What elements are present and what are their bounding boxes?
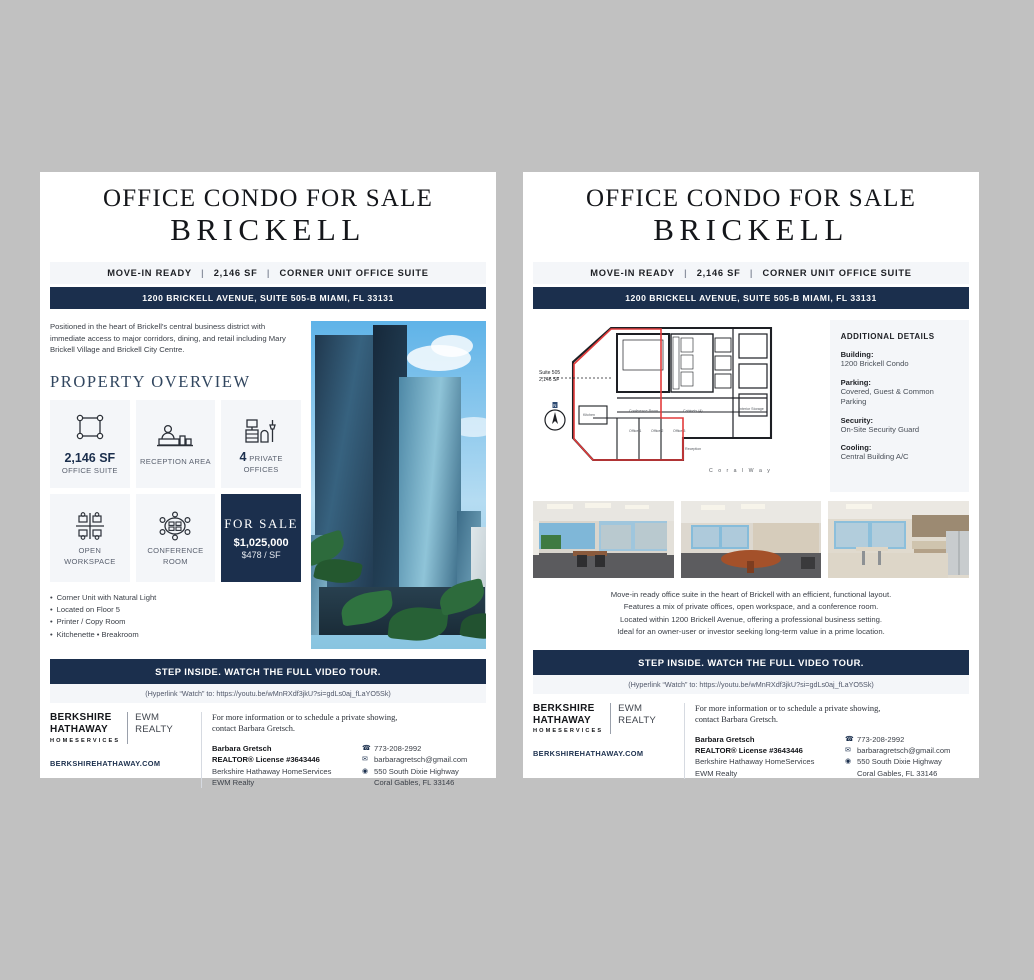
flyer-page-1: [40, 172, 496, 787]
open-workspace-icon: [73, 508, 107, 544]
logo-divider: [610, 703, 611, 735]
open-workspace-photo: [533, 501, 674, 578]
detail-field-parking: [841, 378, 958, 408]
address-line-1: 550 South Dixie Highway: [857, 757, 942, 767]
detail-field-cooling: [841, 443, 958, 463]
agent-details: [212, 743, 348, 789]
page1-footer: [40, 703, 496, 788]
map-pin-icon: ◉: [845, 758, 852, 766]
ewm-realty-wordmark: [135, 712, 173, 735]
subtitle-corner-unit: CORNER UNIT OFFICE SUITE: [279, 267, 429, 278]
envelope-icon: ✉: [362, 756, 368, 764]
agent-license: REALTOR® License #3643446: [695, 746, 803, 756]
contact-intro-line-1: For more information or to schedule a private showing,: [212, 712, 398, 722]
brand-wordmark: [533, 703, 603, 735]
address-line-1: 550 South Dixie Highway: [374, 766, 459, 776]
brand-block: [50, 712, 202, 788]
reception-desk-icon: [156, 419, 194, 455]
for-sale-price-tile: [221, 494, 301, 582]
agent-company-2: EWM Realty: [212, 777, 255, 787]
agent-details: [695, 734, 831, 780]
feature-tile-conference-room: [136, 494, 216, 582]
suite-callout-line1: Suite 505: [539, 369, 561, 376]
sale-price: $1,025,000: [233, 536, 289, 549]
subtitle-move-in-ready: MOVE-IN READY: [590, 267, 675, 278]
feature-tile-label: RECEPTION AREA: [140, 457, 211, 467]
brand-line-1: BERKSHIRE: [50, 711, 112, 723]
map-pin-icon: ◉: [362, 767, 369, 775]
description-line-1: Move-in ready office suite in the heart of Brickell with an efficient, functional layout.: [610, 589, 892, 599]
property-overview-heading: PROPERTY OVERVIEW: [50, 371, 251, 391]
email-row[interactable]: [362, 754, 467, 765]
subtitle-square-feet: 2,146 SF: [213, 267, 258, 278]
envelope-icon: ✉: [845, 747, 851, 755]
subtitle-square-feet: 2,146 SF: [696, 267, 741, 278]
detail-value: Central Building A/C: [840, 452, 909, 462]
brand-wordmark: [50, 712, 120, 744]
page2-address-bar: 1200 BRICKELL AVENUE, SUITE 505-B MIAMI, FL 33131: [533, 287, 969, 309]
floor-area-icon: [75, 410, 105, 446]
address-row: [362, 766, 467, 777]
svg-text:Kitchen: Kitchen: [583, 412, 595, 417]
video-tour-hyperlink-note[interactable]: (Hyperlink “Watch” to: https://youtu.be/wMnRXdf3jkU?si=gdLs0aj_fLaYO5Sk): [533, 675, 969, 694]
subtitle-separator-2: |: [266, 267, 271, 278]
email-address[interactable]: barbaragretsch@gmail.com: [374, 755, 468, 765]
description-line-2: Features a mix of private offices, open workspace, and a conference room.: [623, 602, 879, 612]
address-line-2: Coral Gables, FL 33146: [374, 777, 455, 787]
agent-name: Barbara Gretsch: [695, 734, 755, 744]
description-line-4: Ideal for an owner-user or investor seeking long-term value in a prime location.: [617, 627, 885, 637]
detail-key: Building:: [840, 349, 874, 359]
list-item: • Corner Unit with Natural Light: [50, 592, 301, 604]
svg-text:Office 3: Office 3: [673, 428, 686, 433]
property-intro-text: Positioned in the heart of Brickell's central business district with immediate access to major corridors, dining, and retail including Mary Brickell Village and Brickell City Centre.: [50, 321, 286, 355]
feature-tile-grid: [50, 400, 301, 582]
page2-subtitle-bar: [533, 262, 969, 284]
brand-line-3: HOMESERVICES: [50, 737, 121, 744]
subtitle-corner-unit: CORNER UNIT OFFICE SUITE: [762, 267, 912, 278]
street-label: C o r a l W a y: [709, 467, 772, 474]
ewm-line-2: REALTY: [618, 714, 656, 726]
feature-tile-label: OFFICE SUITE: [61, 466, 118, 476]
list-item: • Printer / Copy Room: [50, 616, 301, 628]
svg-text:Office 2: Office 2: [651, 428, 664, 433]
agent-company: Berkshire Hathaway HomeServices: [695, 757, 815, 767]
video-tour-hyperlink-note[interactable]: (Hyperlink “Watch” to: https://youtu.be/wMnRXdf3jkU?si=gdLs0aj_fLaYO5Sk): [50, 684, 486, 703]
detail-field-building: [841, 350, 958, 370]
list-item: • Located on Floor 5: [50, 604, 301, 616]
agent-name: Barbara Gretsch: [212, 743, 272, 753]
brand-website-link[interactable]: BERKSHIREHATHAWAY.COM: [50, 758, 161, 768]
detail-field-security: [841, 416, 958, 436]
feature-tile-label: OPEN WORKSPACE: [64, 546, 116, 566]
page1-left-column: [50, 321, 301, 649]
svg-text:Reception: Reception: [685, 446, 702, 451]
private-office-icon: [244, 413, 278, 449]
page1-address-bar: 1200 BRICKELL AVENUE, SUITE 505-B MIAMI, FL 33131: [50, 287, 486, 309]
feature-tile-label: [223, 449, 299, 475]
description-line-3: Located within 1200 Brickell Avenue, offering a professional business setting.: [619, 614, 883, 624]
suite-callout-line2: 2,146 SF: [539, 376, 560, 383]
contact-methods: [362, 743, 467, 789]
brand-line-3: HOMESERVICES: [533, 728, 604, 735]
feature-tile-label-text: PRIVATE OFFICES: [243, 453, 283, 474]
contact-intro-line-2: contact Barbara Gretsch.: [695, 715, 779, 725]
address-line-2: Coral Gables, FL 33146: [857, 768, 938, 778]
video-tour-bar[interactable]: STEP INSIDE. WATCH THE FULL VIDEO TOUR.: [533, 650, 969, 675]
for-sale-heading: FOR SALE: [224, 515, 299, 531]
subtitle-separator-2: |: [749, 267, 754, 278]
agent-license: REALTOR® License #3643446: [212, 755, 320, 765]
feature-tile-office-suite: [50, 400, 130, 488]
page-title-line2: BRICKELL: [653, 212, 849, 248]
detail-key: Security:: [840, 415, 874, 425]
brand-website-link[interactable]: BERKSHIREHATHAWAY.COM: [533, 749, 644, 759]
phone-number[interactable]: 773-208-2992: [857, 734, 905, 744]
brand-line-2: HATHAWAY: [50, 723, 108, 735]
svg-text:Cabinets (4): Cabinets (4): [683, 408, 703, 413]
subtitle-separator-1: |: [684, 267, 688, 278]
detail-value: On-Site Security Guard: [840, 424, 920, 434]
phone-number[interactable]: 773-208-2992: [374, 743, 422, 753]
contact-block: [695, 703, 969, 779]
subtitle-separator-1: |: [201, 267, 205, 278]
detail-key: Cooling:: [840, 443, 872, 453]
phone-row[interactable]: [845, 734, 950, 745]
floor-plan-diagram: [533, 320, 822, 492]
phone-row[interactable]: [362, 743, 467, 754]
svg-text:Conference Room: Conference Room: [629, 408, 659, 413]
ewm-line-1: EWM: [618, 702, 643, 714]
feature-tile-private-offices: [221, 400, 301, 488]
feature-tile-value: 4: [239, 449, 247, 464]
ewm-line-2: REALTY: [135, 723, 173, 735]
page-title-line1: OFFICE CONDO FOR SALE: [102, 185, 434, 212]
property-feature-bullets: [50, 592, 301, 641]
berkshire-hathaway-logo: [50, 712, 193, 744]
svg-text:N: N: [553, 402, 557, 408]
video-tour-bar[interactable]: STEP INSIDE. WATCH THE FULL VIDEO TOUR.: [50, 659, 486, 684]
flyer-page-2: [523, 172, 979, 778]
page2-footer: [523, 694, 979, 779]
phone-icon: ☎: [845, 735, 854, 743]
page1-subtitle-bar: [50, 262, 486, 284]
additional-details-heading: ADDITIONAL DETAILS: [840, 331, 935, 341]
svg-text:Interior Storage: Interior Storage: [739, 406, 764, 411]
brand-block: [533, 703, 685, 779]
feature-tile-reception-area: [136, 400, 216, 488]
page2-header: [523, 172, 979, 254]
page1-body: [40, 309, 496, 649]
agent-company: Berkshire Hathaway HomeServices: [212, 766, 332, 776]
page-title-line1: OFFICE CONDO FOR SALE: [585, 185, 917, 212]
compass-rose-icon: [545, 402, 565, 430]
kitchenette-photo: [828, 501, 969, 578]
list-item: • Kitchenette • Breakroom: [50, 629, 301, 641]
svg-text:Office 1: Office 1: [629, 428, 642, 433]
email-row[interactable]: [845, 745, 950, 756]
page-title-line2: BRICKELL: [170, 212, 366, 248]
berkshire-hathaway-logo: [533, 703, 676, 735]
contact-columns: [212, 743, 486, 789]
detail-value: Covered, Guest & Common Parking: [840, 386, 934, 407]
feature-tile-label: CONFERENCE ROOM: [147, 546, 204, 566]
contact-columns: [695, 734, 969, 780]
conference-room-photo: [681, 501, 822, 578]
detail-value: 1200 Brickell Condo: [840, 358, 909, 368]
feature-tile-open-workspace: [50, 494, 130, 582]
brand-line-1: BERKSHIRE: [533, 702, 595, 714]
address-row: [845, 756, 950, 767]
logo-divider: [127, 712, 128, 744]
page1-header: [40, 172, 496, 254]
agent-company-2: EWM Realty: [695, 768, 738, 778]
page2-body: [523, 309, 979, 492]
price-per-square-foot: $478 / SF: [241, 549, 281, 560]
phone-icon: ☎: [362, 744, 371, 752]
email-address[interactable]: barbaragretsch@gmail.com: [857, 746, 951, 756]
building-exterior-photo: [311, 321, 486, 649]
subtitle-move-in-ready: MOVE-IN READY: [107, 267, 192, 278]
contact-block: [212, 712, 486, 788]
additional-details-panel: [830, 320, 969, 492]
contact-intro-line-1: For more information or to schedule a private showing,: [695, 703, 881, 713]
page2-description: [523, 578, 979, 639]
ewm-realty-wordmark: [618, 703, 656, 726]
feature-tile-value: 2,146 SF: [64, 451, 116, 466]
interior-photo-row: [523, 492, 979, 578]
contact-methods: [845, 734, 950, 780]
detail-key: Parking:: [840, 377, 871, 387]
contact-intro-line-2: contact Barbara Gretsch.: [212, 724, 296, 734]
brand-line-2: HATHAWAY: [533, 714, 591, 726]
conference-table-icon: [158, 508, 192, 544]
ewm-line-1: EWM: [135, 711, 160, 723]
